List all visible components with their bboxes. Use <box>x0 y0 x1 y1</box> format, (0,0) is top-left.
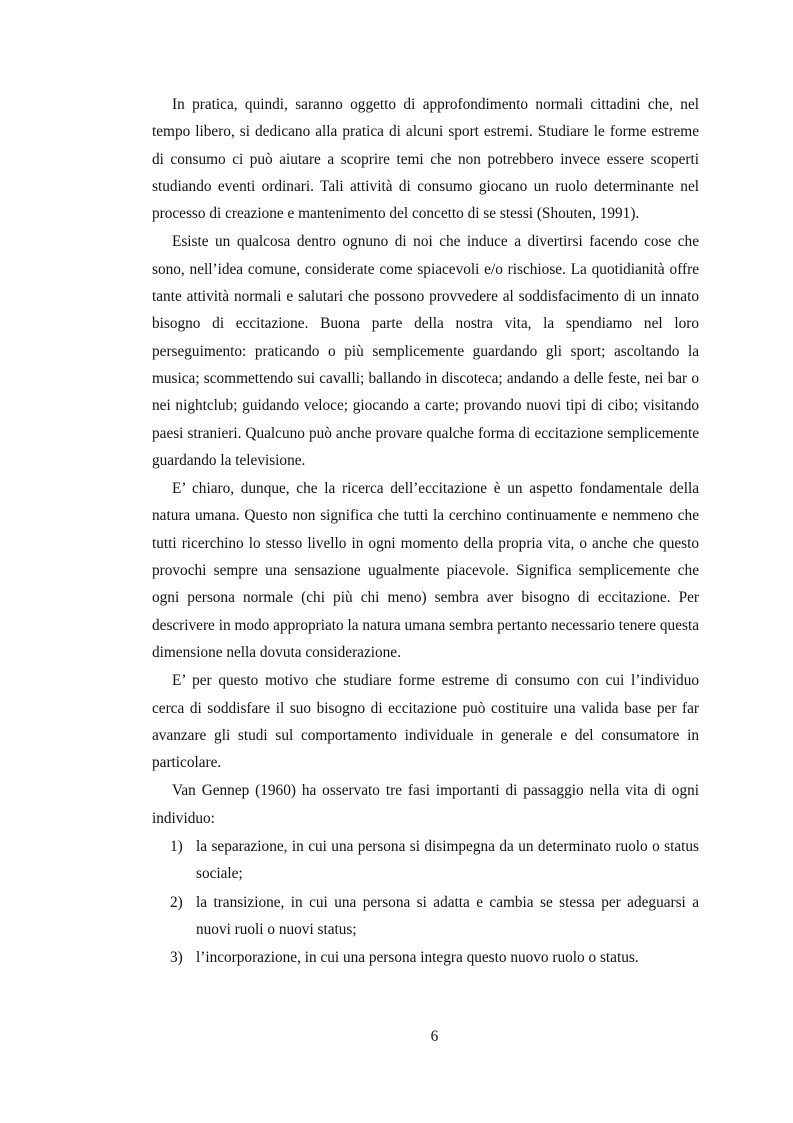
list-item <box>152 833 699 888</box>
list-item-text: la separazione, in cui una persona si disimpegna da un determinato ruolo o status sociale; <box>196 838 699 883</box>
page-body <box>152 91 699 973</box>
paragraph-5: Van Gennep (1960) ha osservato tre fasi importanti di passaggio nella vita di ogni individuo: <box>152 782 699 827</box>
paragraph-3: E’ chiaro, dunque, che la ricerca dell’eccitazione è un aspetto fondamentale della natura umana. Questo non significa che tutti la cerchino continuamente e nemmeno che tutti ricerchino lo stesso livello in ogni momento della propria vita, o anche che questo provochi sempre una sensazione ugualmente piacevole. Significa semplicemente che ogni persona normale (chi più chi meno) sembra aver bisogno di eccitazione. Per descrivere in modo appropriato la natura umana sembra pertanto necessario tenere questa dimensione nella dovuta considerazione. <box>152 480 699 661</box>
list-item-number: 3) <box>170 949 183 967</box>
paragraph-2: Esiste un qualcosa dentro ognuno di noi che induce a divertirsi facendo cose che sono, nell’idea comune, considerate come spiacevoli e/o rischiose. La quotidianità offre tante attività normali e salutari che possono provvedere al soddisfacimento di un innato bisogno di eccitazione. Buona parte della nostra vita, la spendiamo nel loro perseguimento: praticando o più semplicemente guardando gli sport; ascoltando la musica; scommettendo sui cavalli; ballando in discoteca; andando a delle feste, nei bar o nei nightclub; guidando veloce; giocando a carte; provando nuovi tipi di cibo; visitando paesi stranieri. Qualcuno può anche provare qualche forma di eccitazione semplicemente guardando la televisione. <box>152 233 699 469</box>
paragraph-1: In pratica, quindi, saranno oggetto di approfondimento normali cittadini che, nel tempo libero, si dedicano alla pratica di alcuni sport estremi. Studiare le forme estreme di consumo ci può aiutare a scoprire temi che non potrebbero invece essere scoperti studiando eventi ordinari. Tali attività di consumo giocano un ruolo determinante nel processo di creazione e mantenimento del concetto di se stessi (Shouten, 1991). <box>152 96 699 223</box>
phases-list <box>152 833 699 971</box>
list-item <box>152 889 699 944</box>
paragraph-4: E’ per questo motivo che studiare forme estreme di consumo con cui l’individuo cerca di soddisfare il suo bisogno di eccitazione può costituire una valida base per far avanzare gli studi sul comportamento individuale in generale e del consumatore in particolare. <box>152 672 699 772</box>
list-item-text: l’incorporazione, in cui una persona integra questo nuovo ruolo o status. <box>196 949 639 967</box>
list-item-text: la transizione, in cui una persona si adatta e cambia se stessa per adeguarsi a nuovi ruoli o nuovi status; <box>196 893 699 938</box>
page-number: 6 <box>430 1028 439 1045</box>
list-item-number: 1) <box>170 838 183 856</box>
list-item-number: 2) <box>170 893 183 911</box>
list-item <box>152 944 699 971</box>
